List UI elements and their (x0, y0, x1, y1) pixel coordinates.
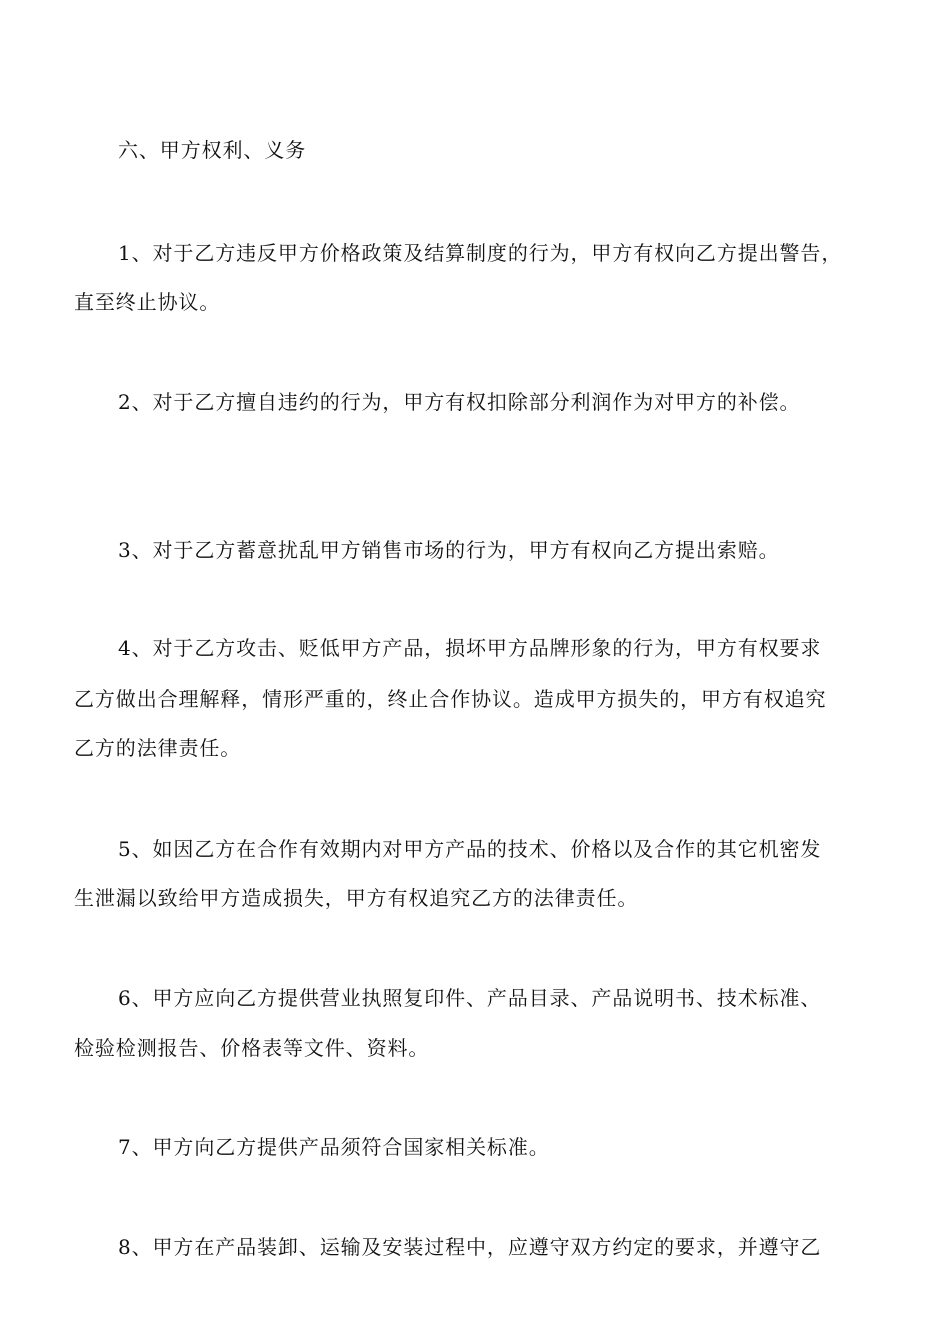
clause-5-line-1: 5、如因乙方在合作有效期内对甲方产品的技术、价格以及合作的其它机密发 (118, 837, 822, 861)
clause-4-line-3: 乙方的法律责任。 (74, 736, 242, 760)
clause-4-line-2: 乙方做出合理解释，情形严重的，终止合作协议。造成甲方损失的，甲方有权追究 (74, 687, 827, 711)
clause-8-line-1: 8、甲方在产品装卸、运输及安装过程中，应遵守双方约定的要求，并遵守乙 (118, 1235, 822, 1259)
clause-5-line-2: 生泄漏以致给甲方造成损失，甲方有权追究乙方的法律责任。 (74, 886, 639, 910)
clause-1-line-1: 1、对于乙方违反甲方价格政策及结算制度的行为，甲方有权向乙方提出警告， (118, 241, 843, 265)
clause-6-line-2: 检验检测报告、价格表等文件、资料。 (74, 1036, 430, 1060)
clause-6-line-1: 6、甲方应向乙方提供营业执照复印件、产品目录、产品说明书、技术标准、 (118, 986, 822, 1010)
clause-4-line-1: 4、对于乙方攻击、贬低甲方产品，损坏甲方品牌形象的行为，甲方有权要求 (118, 636, 822, 660)
clause-7-line-1: 7、甲方向乙方提供产品须符合国家相关标准。 (118, 1135, 550, 1159)
clause-1-line-2: 直至终止协议。 (74, 290, 221, 314)
clause-3-line-1: 3、对于乙方蓄意扰乱甲方销售市场的行为，甲方有权向乙方提出索赔。 (118, 538, 780, 562)
section-heading: 六、甲方权利、义务 (118, 138, 307, 162)
clause-2-line-1: 2、对于乙方擅自违约的行为，甲方有权扣除部分利润作为对甲方的补偿。 (118, 390, 801, 414)
